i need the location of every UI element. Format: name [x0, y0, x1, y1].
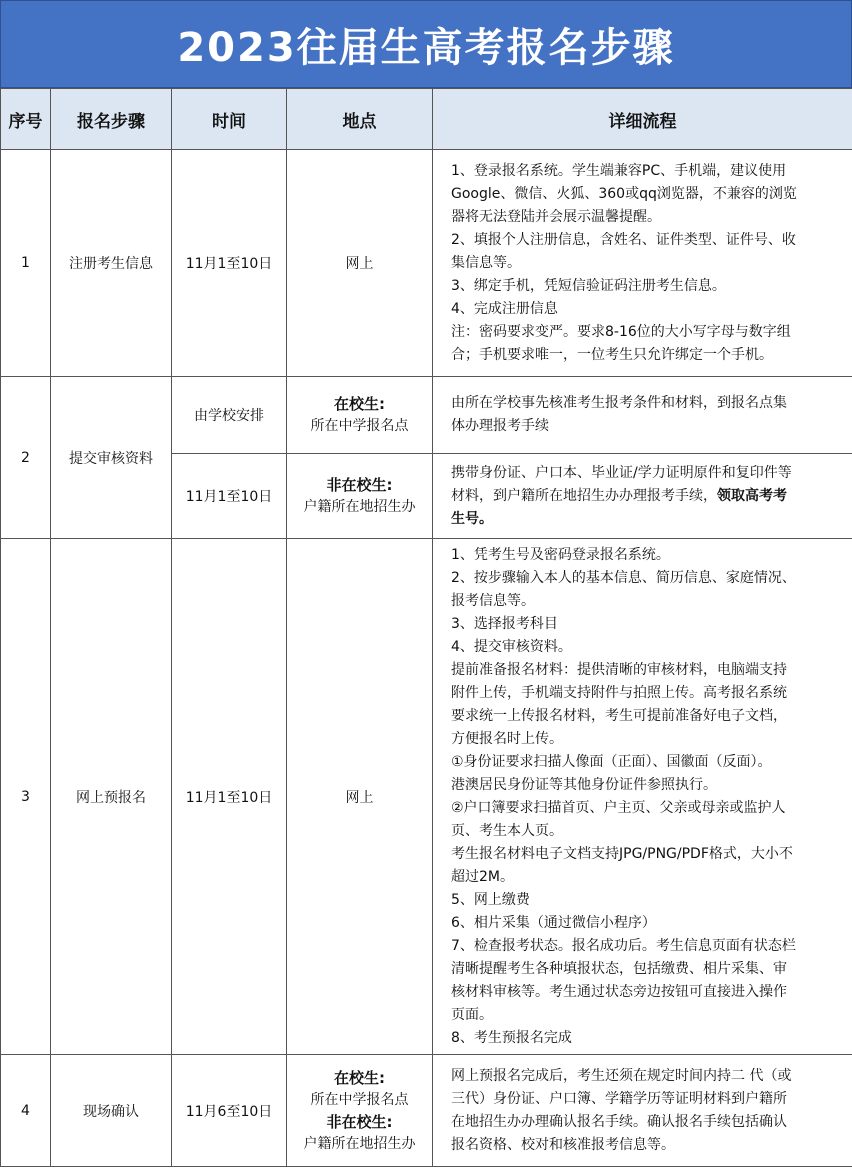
- row-index: 4: [1, 1055, 51, 1167]
- row-location: 网上: [287, 150, 433, 377]
- row-step: 提交审核资料: [51, 377, 172, 539]
- detail-line: 4、提交审核资料。: [451, 638, 572, 655]
- detail-line: 1、凭考生号及密码登录报名系统。: [451, 546, 670, 563]
- detail-line: 附件上传，手机端支持附件与拍照上传。高考报名系统: [451, 684, 787, 701]
- detail-line: ①身份证要求扫描人像面（正面）、国徽面（反面）。: [451, 753, 772, 770]
- row-detail: [433, 377, 852, 454]
- table-row: [1, 150, 852, 377]
- location-label: 在校生:: [334, 395, 385, 413]
- detail-line: 合；手机要求唯一，一位考生只允许绑定一个手机。: [451, 346, 773, 363]
- detail-line: 页面。: [451, 1006, 493, 1023]
- row-detail: [433, 1055, 852, 1167]
- row-detail: [433, 454, 852, 539]
- detail-line: 方便报名时上传。: [451, 730, 563, 747]
- detail-bold-line: 生号。: [451, 510, 493, 527]
- detail-line: 网上预报名完成后，考生还须在规定时间内持二 代（或: [451, 1067, 792, 1084]
- detail-line: 港澳居民身份证等其他身份证件参照执行。: [451, 776, 717, 793]
- detail-line: 携带身份证、户口本、毕业证/学力证明原件和复印件等: [451, 464, 792, 481]
- detail-line: 报名资格、校对和核准报考信息等。: [451, 1136, 675, 1153]
- location-value: 所在中学报名点: [310, 418, 409, 434]
- detail-line: 报考信息等。: [451, 592, 535, 609]
- detail-line: 7、检查报考状态。报名成功后。考生信息页面有状态栏: [451, 937, 796, 954]
- detail-line: ②户口簿要求扫描首页、户主页、父亲或母亲或监护人: [451, 799, 786, 816]
- table-header-row: [1, 89, 852, 150]
- table-row: [1, 377, 852, 454]
- detail-line: 在地招生办办理确认报名手续。确认报名手续包括确认: [451, 1113, 787, 1130]
- header-detail: 详细流程: [433, 89, 852, 150]
- location-label: 在校生:: [334, 1068, 385, 1087]
- location-label: 非在校生:: [326, 476, 393, 494]
- location-value: 所在中学报名点: [310, 1091, 409, 1108]
- detail-line: 要求统一上传报名材料，考生可提前准备好电子文档，: [451, 707, 787, 724]
- detail-line: 3、绑定手机，凭短信验证码注册考生信息。: [451, 277, 726, 294]
- row-location: [287, 454, 433, 539]
- header-step: 报名步骤: [51, 89, 172, 150]
- detail-line: 3、选择报考科目: [451, 615, 558, 632]
- detail-line: 器将无法登陆并会展示温馨提醒。: [451, 208, 661, 225]
- detail-line: 提前准备报名材料：提供清晰的审核材料，电脑端支持: [451, 661, 787, 678]
- row-time: 11月1至10日: [172, 454, 287, 539]
- row-time: 11月1至10日: [172, 539, 287, 1055]
- row-detail: [433, 539, 852, 1055]
- detail-line: 三代）身份证、户口簿、学籍学历等证明材料到户籍所: [451, 1090, 787, 1107]
- table-row: [1, 539, 852, 1055]
- detail-bold-text: 领取高考考: [717, 487, 787, 504]
- detail-line: 4、完成注册信息: [451, 300, 558, 317]
- row-time: 由学校安排: [172, 377, 287, 454]
- detail-line: 清晰提醒考生各种填报状态，包括缴费、相片采集、审: [451, 960, 787, 977]
- row-step: 现场确认: [51, 1055, 172, 1167]
- row-time: 11月1至10日: [172, 150, 287, 377]
- row-location: [287, 377, 433, 454]
- row-detail: [433, 150, 852, 377]
- header-index: 序号: [1, 89, 51, 150]
- table-row: [1, 1055, 852, 1167]
- row-step: 网上预报名: [51, 539, 172, 1055]
- header-time: 时间: [172, 89, 287, 150]
- detail-line: 2、填报个人注册信息，含姓名、证件类型、证件号、收: [451, 231, 796, 248]
- detail-line: 考生报名材料电子文档支持JPG/PNG/PDF格式，大小不: [451, 845, 793, 862]
- row-index: 3: [1, 539, 51, 1055]
- detail-text: 材料，到户籍所在地招生办办理报考手续，: [451, 487, 717, 504]
- detail-line: 体办理报考手续: [451, 418, 549, 434]
- page-title: 2023往届生高考报名步骤: [0, 0, 852, 88]
- registration-steps-table: [0, 88, 852, 1167]
- row-step: 注册考生信息: [51, 150, 172, 377]
- detail-line: Google、微信、火狐、360或qq浏览器，不兼容的浏览: [451, 185, 797, 202]
- detail-line: 8、考生预报名完成: [451, 1029, 572, 1046]
- location-label: 非在校生:: [326, 1112, 393, 1131]
- detail-line: 由所在学校事先核准考生报考条件和材料，到报名点集: [451, 395, 787, 411]
- row-location: [287, 1055, 433, 1167]
- detail-line: 核材料审核等。考生通过状态旁边按钮可直接进入操作: [451, 983, 787, 1000]
- row-index: 2: [1, 377, 51, 539]
- detail-line: 5、网上缴费: [451, 891, 530, 908]
- header-location: 地点: [287, 89, 433, 150]
- location-value: 户籍所在地招生办: [303, 1135, 416, 1152]
- detail-line: [451, 485, 848, 508]
- row-location: 网上: [287, 539, 433, 1055]
- detail-line: 注：密码要求变严。要求8-16位的大小写字母与数字组: [451, 323, 791, 340]
- row-time: 11月6至10日: [172, 1055, 287, 1167]
- detail-line: 6、相片采集（通过微信小程序）: [451, 914, 656, 931]
- row-index: 1: [1, 150, 51, 377]
- detail-line: 2、按步骤输入本人的基本信息、简历信息、家庭情况、: [451, 569, 796, 586]
- detail-line: 页、考生本人页。: [451, 822, 563, 839]
- location-value: 户籍所在地招生办: [303, 499, 416, 515]
- detail-line: 1、登录报名系统。学生端兼容PC、手机端，建议使用: [451, 162, 787, 179]
- detail-line: 集信息等。: [451, 254, 521, 271]
- detail-line: 超过2M。: [451, 868, 514, 885]
